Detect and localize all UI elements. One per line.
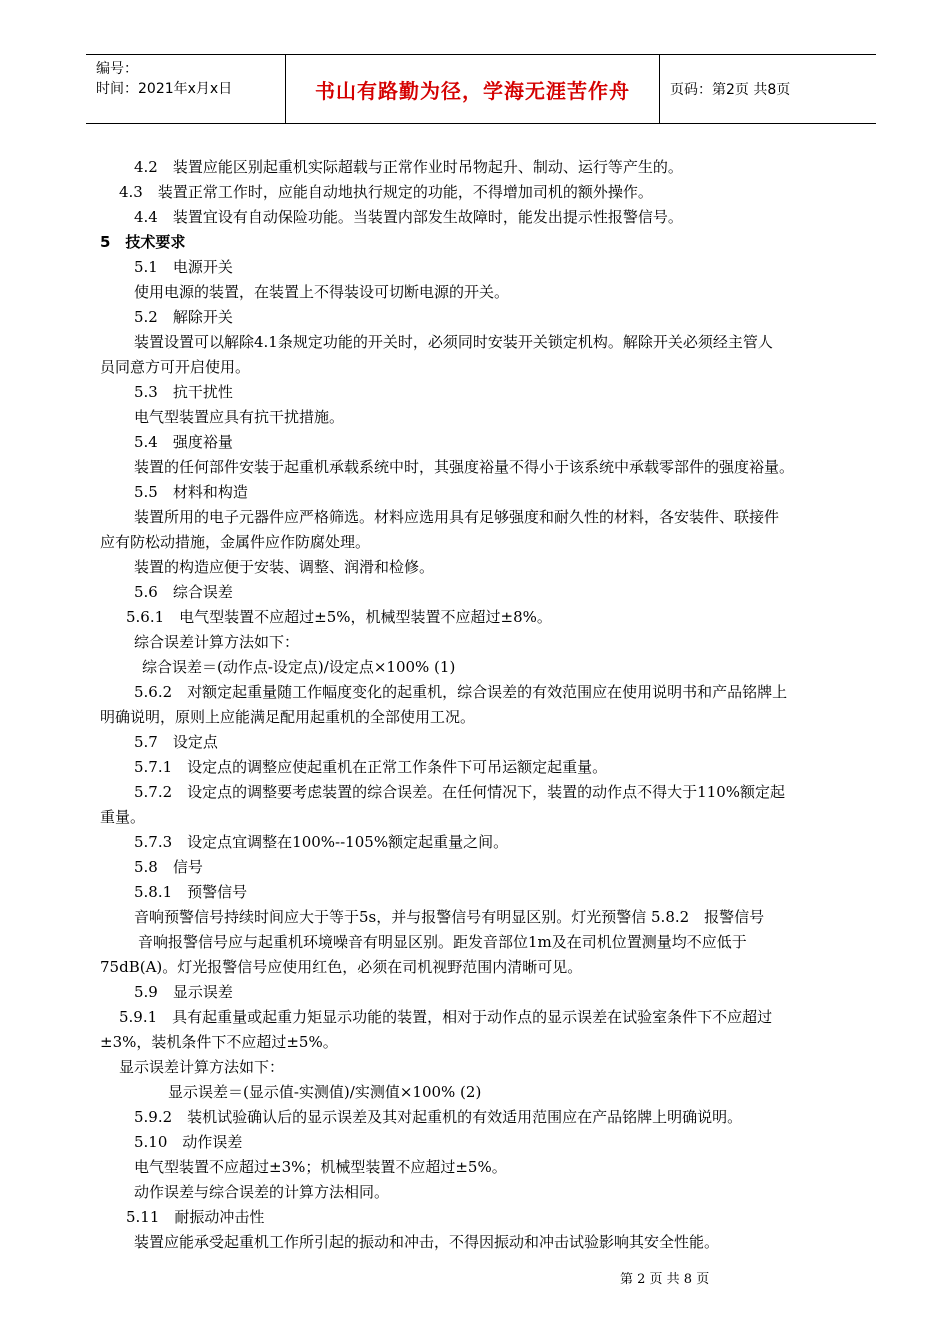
clause-4-2: 4.2 装置应能区别起重机实际超载与正常作业时吊物起升、制动、运行等产生的。	[134, 158, 683, 176]
subheading-5-5: 5.5 材料和构造	[134, 483, 248, 501]
paragraph-line: 音响预警信号持续时间应大于等于5s，并与报警信号有明显区别。灯光预警信 5.8.2 报警信号	[134, 908, 765, 926]
paragraph-line: ±3%，装机条件下不应超过±5%。	[100, 1033, 338, 1051]
subheading-5-10: 5.10 动作误差	[134, 1133, 243, 1151]
subheading-5-6: 5.6 综合误差	[134, 583, 233, 601]
paragraph-line: 重量。	[100, 808, 146, 826]
paragraph-line: 明确说明，原则上应能满足配用起重机的全部使用工况。	[100, 708, 476, 726]
subheading-5-11: 5.11 耐振动冲击性	[126, 1208, 265, 1226]
clause-5-7-3: 5.7.3 设定点宜调整在100%--105%额定起重量之间。	[134, 833, 509, 851]
clause-5-8-1: 5.8.1 预警信号	[134, 883, 248, 901]
paragraph-line: 装置所用的电子元器件应严格筛选。材料应选用具有足够强度和耐久性的材料，各安装件、联接件	[134, 508, 780, 526]
number-label: 编号：	[96, 61, 138, 77]
paragraph-line: 装置的任何部件安装于起重机承载系统中时，其强度裕量不得小于该系统中承载零部件的强度裕量。	[134, 458, 795, 476]
header-meta	[96, 59, 286, 99]
formula-1: 综合误差＝(动作点-设定点)/设定点×100% (1)	[142, 658, 456, 676]
subheading-5-3: 5.3 抗干扰性	[134, 383, 233, 401]
paragraph-line: 应有防松动措施，金属件应作防腐处理。	[100, 533, 371, 551]
paragraph-line: 电气型装置不应超过±3%；机械型装置不应超过±5%。	[134, 1158, 507, 1176]
footer-page-number: 第 2 页 共 8 页	[620, 1272, 710, 1287]
paragraph-line: 综合误差计算方法如下：	[134, 633, 300, 651]
clause-4-4: 4.4 装置宜设有自动保险功能。当装置内部发生故障时，能发出提示性报警信号。	[134, 208, 683, 226]
subheading-5-7: 5.7 设定点	[134, 733, 218, 751]
formula-2: 显示误差＝(显示值-实测值)/实测值×100% (2)	[168, 1083, 482, 1101]
paragraph-line: 75dB(A)。灯光报警信号应使用红色，必须在司机视野范围内清晰可见。	[100, 958, 583, 976]
paragraph-line: 装置应能承受起重机工作所引起的振动和冲击，不得因振动和冲击试验影响其安全性能。	[134, 1233, 720, 1251]
paragraph-line: 装置设置可以解除4.1条规定功能的开关时，必须同时安装开关锁定机构。解除开关必须经主管人	[134, 333, 773, 351]
header-motto: 书山有路勤为径，学海无涯苦作舟	[315, 78, 630, 103]
subheading-5-2: 5.2 解除开关	[134, 308, 233, 326]
paragraph-line: 使用电源的装置，在装置上不得装设可切断电源的开关。	[134, 283, 510, 301]
paragraph-line: 员同意方可开启使用。	[100, 358, 251, 376]
header-page-info: 页码：第2页 共8页	[670, 82, 791, 98]
clause-5-7-2: 5.7.2 设定点的调整要考虑装置的综合误差。在任何情况下，装置的动作点不得大于110%额定起	[134, 783, 786, 801]
time-label: 时间：2021年x月x日	[96, 81, 233, 97]
clause-5-7-1: 5.7.1 设定点的调整应使起重机在正常工作条件下可吊运额定起重量。	[134, 758, 608, 776]
subheading-5-4: 5.4 强度裕量	[134, 433, 233, 451]
subheading-5-9: 5.9 显示误差	[134, 983, 233, 1001]
clause-5-6-1: 5.6.1 电气型装置不应超过±5%，机械型装置不应超过±8%。	[126, 608, 552, 626]
subheading-5-8: 5.8 信号	[134, 858, 203, 876]
page-header	[86, 54, 876, 124]
clause-4-3: 4.3 装置正常工作时，应能自动地执行规定的功能，不得增加司机的额外操作。	[119, 183, 653, 201]
paragraph-line: 音响报警信号应与起重机环境噪音有明显区别。距发音部位1m及在司机位置测量均不应低于	[138, 933, 747, 951]
paragraph-line: 显示误差计算方法如下：	[119, 1058, 285, 1076]
clause-5-9-1: 5.9.1 具有起重量或起重力矩显示功能的装置，相对于动作点的显示误差在试验室条件下不应超过	[119, 1008, 773, 1026]
paragraph-line: 装置的构造应便于安装、调整、润滑和检修。	[134, 558, 435, 576]
clause-5-6-2: 5.6.2 对额定起重量随工作幅度变化的起重机，综合误差的有效范围应在使用说明书和产品铭牌上	[134, 683, 788, 701]
subheading-5-1: 5.1 电源开关	[134, 258, 233, 276]
header-divider	[659, 55, 660, 123]
section-heading-5: 5 技术要求	[100, 233, 186, 251]
paragraph-line: 电气型装置应具有抗干扰措施。	[134, 408, 345, 426]
clause-5-9-2: 5.9.2 装机试验确认后的显示误差及其对起重机的有效适用范围应在产品铭牌上明确说明。	[134, 1108, 743, 1126]
paragraph-line: 动作误差与综合误差的计算方法相同。	[134, 1183, 390, 1201]
